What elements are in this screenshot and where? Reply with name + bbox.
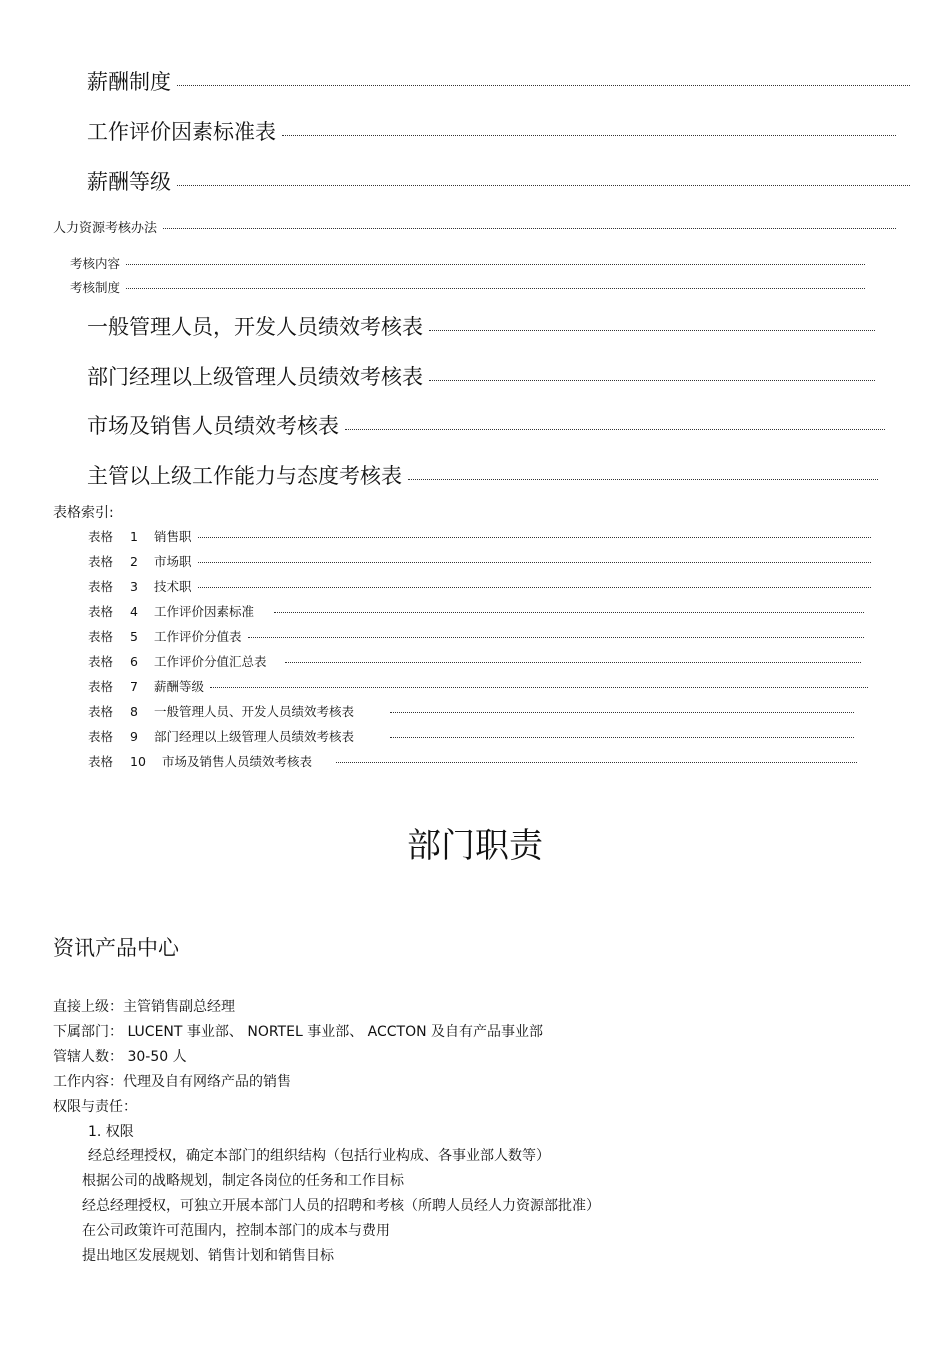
table-index-label: 工作评价分值表	[154, 629, 242, 644]
section-title: 资讯产品中心	[53, 936, 179, 960]
leader-dots	[210, 687, 868, 688]
leader-dots	[429, 330, 875, 331]
leader-dots	[429, 380, 875, 381]
info-line-work: 工作内容：代理及自有网络产品的销售	[53, 1074, 291, 1090]
table-index-heading: 表格索引:	[53, 505, 114, 521]
leader-dots	[345, 429, 885, 430]
table-index-item[interactable]	[88, 527, 871, 545]
table-index-label: 销售职	[154, 529, 192, 544]
toc-item[interactable]	[87, 66, 910, 96]
table-index-item[interactable]	[88, 552, 871, 570]
leader-dots	[390, 737, 854, 738]
leader-dots	[163, 228, 896, 229]
table-index-prefix: 表格	[88, 629, 114, 644]
toc-item-label: 主管以上级工作能力与态度考核表	[87, 464, 402, 488]
table-index-number: 2	[130, 554, 138, 569]
table-index-label: 市场职	[154, 554, 192, 569]
leader-dots	[126, 288, 865, 289]
page-title: 部门职责	[407, 826, 543, 866]
table-index-item[interactable]	[88, 677, 868, 695]
toc-item[interactable]	[87, 460, 878, 490]
leader-dots	[177, 185, 910, 186]
table-index-prefix: 表格	[88, 679, 114, 694]
leader-dots	[248, 637, 864, 638]
toc-item-label: 部门经理以上级管理人员绩效考核表	[87, 365, 423, 389]
table-index-item[interactable]	[88, 602, 864, 620]
toc-item-label: 薪酬等级	[87, 170, 171, 194]
toc-item-label: 一般管理人员，开发人员绩效考核表	[87, 315, 423, 339]
table-index-number: 4	[130, 604, 138, 619]
leader-dots	[198, 587, 871, 588]
toc-item-label: 考核制度	[70, 280, 121, 295]
table-index-prefix: 表格	[88, 554, 114, 569]
table-index-number: 9	[130, 729, 138, 744]
table-index-prefix: 表格	[88, 704, 114, 719]
table-index-label: 部门经理以上级管理人员绩效考核表	[154, 729, 355, 744]
table-index-item[interactable]	[88, 752, 857, 770]
table-index-item[interactable]	[88, 652, 861, 670]
authority-item: 经总经理授权，可独立开展本部门人员的招聘和考核（所聘人员经人力资源部批准）	[82, 1198, 600, 1214]
table-index-item[interactable]	[88, 627, 864, 645]
toc-item[interactable]	[87, 361, 875, 391]
table-index-number: 7	[130, 679, 138, 694]
info-line-supervisor: 直接上级：主管销售副总经理	[53, 999, 235, 1015]
table-index-prefix: 表格	[88, 529, 114, 544]
leader-dots	[274, 612, 864, 613]
leader-dots	[282, 135, 896, 136]
leader-dots	[390, 712, 854, 713]
toc-item[interactable]	[87, 311, 875, 341]
table-index-prefix: 表格	[88, 579, 114, 594]
toc-item-label: 市场及销售人员绩效考核表	[87, 414, 339, 438]
toc-item[interactable]	[87, 410, 885, 440]
table-index-item[interactable]	[88, 702, 854, 720]
table-index-number: 5	[130, 629, 138, 644]
table-index-label: 技术职	[154, 579, 192, 594]
table-index-label: 薪酬等级	[154, 679, 205, 694]
table-index-prefix: 表格	[88, 654, 114, 669]
info-line-departments: 下属部门： LUCENT 事业部、 NORTEL 事业部、 ACCTON 及自有产品事业部	[53, 1024, 544, 1040]
leader-dots	[177, 85, 910, 86]
leader-dots	[408, 479, 878, 480]
table-index-label: 市场及销售人员绩效考核表	[162, 754, 313, 769]
authority-item: 在公司政策许可范围内，控制本部门的成本与费用	[82, 1223, 390, 1239]
info-line-authority: 权限与责任：	[53, 1099, 137, 1115]
authority-item: 经总经理授权，确定本部门的组织结构（包括行业构成、各事业部人数等）	[88, 1148, 550, 1164]
table-index-label: 一般管理人员、开发人员绩效考核表	[154, 704, 355, 719]
toc-item[interactable]	[87, 116, 896, 146]
table-index-number: 1	[130, 529, 138, 544]
table-index-number: 3	[130, 579, 138, 594]
info-line-headcount: 管辖人数： 30-50 人	[53, 1049, 187, 1065]
authority-item: 提出地区发展规划、销售计划和销售目标	[82, 1248, 334, 1264]
authority-heading: 1. 权限	[88, 1124, 134, 1140]
toc-item-label: 考核内容	[70, 256, 121, 271]
table-index-prefix: 表格	[88, 754, 114, 769]
toc-item-label: 薪酬制度	[87, 70, 171, 94]
table-index-number: 8	[130, 704, 138, 719]
table-index-label: 工作评价分值汇总表	[154, 654, 267, 669]
leader-dots	[198, 562, 871, 563]
leader-dots	[126, 264, 865, 265]
table-index-number: 6	[130, 654, 138, 669]
toc-item[interactable]	[70, 278, 865, 296]
table-index-item[interactable]	[88, 727, 854, 745]
table-index-prefix: 表格	[88, 604, 114, 619]
leader-dots	[285, 662, 861, 663]
toc-item[interactable]	[53, 217, 896, 236]
table-index-prefix: 表格	[88, 729, 114, 744]
leader-dots	[336, 762, 857, 763]
toc-item[interactable]	[87, 166, 910, 196]
table-index-item[interactable]	[88, 577, 871, 595]
toc-item-label: 人力资源考核办法	[53, 221, 158, 236]
toc-item-label: 工作评价因素标准表	[87, 120, 276, 144]
toc-item[interactable]	[70, 254, 865, 272]
leader-dots	[198, 537, 871, 538]
table-index-number: 10	[130, 754, 146, 769]
table-index-label: 工作评价因素标准	[154, 604, 255, 619]
authority-item: 根据公司的战略规划，制定各岗位的任务和工作目标	[82, 1173, 404, 1189]
